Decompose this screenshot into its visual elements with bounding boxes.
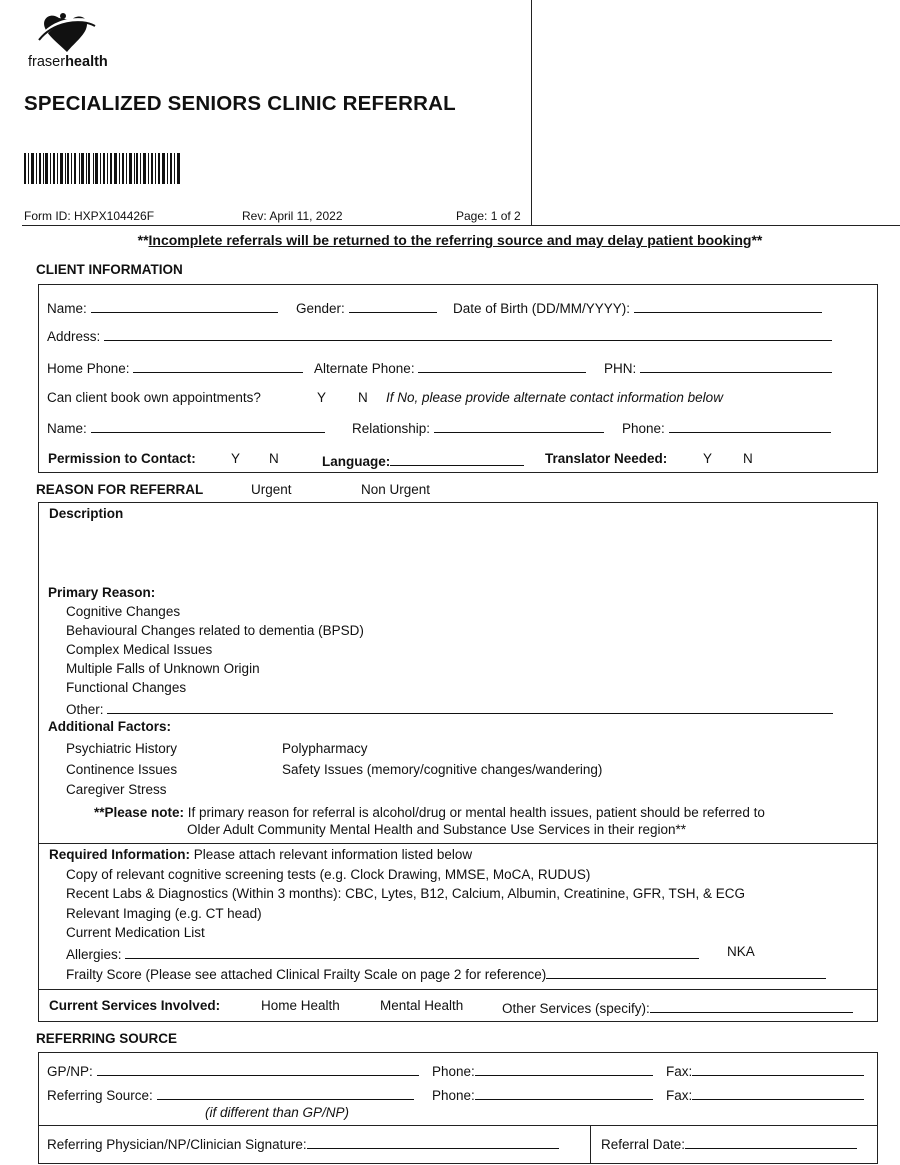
signature-field[interactable]: [307, 1134, 559, 1149]
primary-cognitive[interactable]: Cognitive Changes: [66, 604, 181, 619]
permission-no[interactable]: N: [269, 451, 279, 466]
gpnp-label: GP/NP:: [47, 1064, 93, 1079]
relationship-label: Relationship:: [352, 421, 431, 436]
gender-label: Gender:: [296, 301, 345, 316]
header-bottom-line: [22, 225, 900, 226]
revision-date: Rev: April 11, 2022: [242, 209, 343, 223]
gpnp-field[interactable]: [97, 1061, 419, 1076]
frailty-field[interactable]: [546, 964, 826, 979]
header-vertical-divider: [531, 0, 532, 226]
description-area[interactable]: [46, 524, 866, 580]
referral-date-label: Referral Date:: [601, 1137, 686, 1152]
non-urgent-option[interactable]: Non Urgent: [361, 482, 431, 497]
gpnp-phone-field[interactable]: [475, 1061, 653, 1076]
referring-divider: [38, 1125, 878, 1126]
book-own-question: Can client book own appointments?: [47, 390, 261, 405]
primary-complex-medical[interactable]: Complex Medical Issues: [66, 642, 213, 657]
logo-text-bold: health: [65, 54, 108, 70]
service-other-label: Other Services (specify):: [502, 1001, 650, 1016]
primary-other-label: Other:: [66, 702, 104, 717]
barcode: [24, 153, 180, 184]
required-labs[interactable]: Recent Labs & Diagnostics (Within 3 months): CBC, Lytes, B12, Calcium, Albumin, Creatinine, GFR, TSH, & ECG: [66, 886, 746, 901]
alt-contact-name-label: Name:: [47, 421, 87, 436]
allergies-label: Allergies:: [66, 947, 122, 962]
logo-text-light: fraser: [28, 54, 66, 70]
heart-logo-icon: [37, 12, 97, 54]
required-cognitive-tests[interactable]: Copy of relevant cognitive screening tests (e.g. Clock Drawing, MMSE, MoCA, RUDUS): [66, 867, 591, 882]
required-medication-list[interactable]: Current Medication List: [66, 925, 205, 940]
service-mental-health[interactable]: Mental Health: [380, 998, 464, 1013]
translator-no[interactable]: N: [743, 451, 753, 466]
gender-field[interactable]: [349, 298, 437, 313]
source-phone-field[interactable]: [475, 1085, 653, 1100]
dob-field[interactable]: [634, 298, 822, 313]
reason-heading: REASON FOR REFERRAL: [36, 482, 204, 497]
urgent-option[interactable]: Urgent: [251, 482, 292, 497]
alternate-phone-label: Alternate Phone:: [314, 361, 415, 376]
allergies-field[interactable]: [125, 944, 699, 959]
permission-yes[interactable]: Y: [231, 451, 241, 466]
referring-source-label: Referring Source:: [47, 1088, 153, 1103]
book-own-note: If No, please provide alternate contact information below: [386, 390, 723, 405]
translator-yes[interactable]: Y: [703, 451, 713, 466]
translator-label: Translator Needed:: [545, 451, 668, 466]
form-id: Form ID: HXPX104426F: [24, 209, 155, 223]
alt-contact-phone-field[interactable]: [669, 418, 831, 433]
phn-field[interactable]: [640, 358, 832, 373]
alternate-phone-field[interactable]: [418, 358, 586, 373]
address-label: Address:: [47, 329, 101, 344]
required-info-heading: Required Information: Please attach relevant information listed below: [49, 847, 473, 862]
required-imaging[interactable]: Relevant Imaging (e.g. CT head): [66, 906, 262, 921]
book-own-yes[interactable]: Y: [317, 390, 327, 405]
client-information-heading: CLIENT INFORMATION: [36, 262, 183, 277]
gpnp-fax-label: Fax:: [666, 1064, 693, 1079]
incomplete-warning: **Incomplete referrals will be returned to the referring source and may delay patient booking**: [137, 232, 763, 248]
reason-divider-2: [38, 989, 878, 990]
if-different-note: (if different than GP/NP): [205, 1105, 350, 1120]
permission-label: Permission to Contact:: [48, 451, 196, 466]
language-field[interactable]: [390, 451, 524, 466]
source-fax-field[interactable]: [692, 1085, 864, 1100]
language-label: Language:: [322, 454, 391, 469]
client-name-label: Name:: [47, 301, 87, 316]
service-home-health[interactable]: Home Health: [261, 998, 340, 1013]
client-name-field[interactable]: [91, 298, 278, 313]
home-phone-label: Home Phone:: [47, 361, 130, 376]
primary-reason-label: Primary Reason:: [48, 585, 156, 600]
factor-psychiatric[interactable]: Psychiatric History: [66, 741, 178, 756]
primary-multiple-falls[interactable]: Multiple Falls of Unknown Origin: [66, 661, 260, 676]
service-other-field[interactable]: [650, 998, 853, 1013]
dob-label: Date of Birth (DD/MM/YYYY):: [453, 301, 631, 316]
gpnp-phone-label: Phone:: [432, 1064, 475, 1079]
reason-divider-1: [38, 843, 878, 844]
primary-behavioural[interactable]: Behavioural Changes related to dementia (BPSD): [66, 623, 364, 638]
relationship-field[interactable]: [434, 418, 604, 433]
current-services-label: Current Services Involved:: [49, 998, 221, 1013]
gpnp-fax-field[interactable]: [692, 1061, 864, 1076]
form-title: SPECIALIZED SENIORS CLINIC REFERRAL: [24, 92, 456, 115]
page-number: Page: 1 of 2: [456, 209, 521, 223]
source-phone-label: Phone:: [432, 1088, 475, 1103]
factor-safety[interactable]: Safety Issues (memory/cognitive changes/wandering): [282, 762, 603, 777]
fraserhealth-logo: [28, 12, 108, 72]
description-label: Description: [49, 506, 124, 521]
phn-label: PHN:: [604, 361, 637, 376]
alt-contact-name-field[interactable]: [91, 418, 325, 433]
referring-vertical-divider: [590, 1125, 591, 1164]
primary-other-field[interactable]: [107, 699, 833, 714]
factor-polypharmacy[interactable]: Polypharmacy: [282, 741, 368, 756]
signature-label: Referring Physician/NP/Clinician Signature:: [47, 1137, 307, 1152]
address-field[interactable]: [104, 326, 832, 341]
referring-source-field[interactable]: [157, 1085, 414, 1100]
factor-continence[interactable]: Continence Issues: [66, 762, 178, 777]
frailty-label: Frailty Score (Please see attached Clinical Frailty Scale on page 2 for reference): [66, 967, 547, 982]
home-phone-field[interactable]: [133, 358, 303, 373]
referral-date-field[interactable]: [685, 1134, 857, 1149]
factor-caregiver[interactable]: Caregiver Stress: [66, 782, 167, 797]
nka-option[interactable]: NKA: [727, 944, 755, 959]
please-note-line2: Older Adult Community Mental Health and Substance Use Services in their region**: [187, 822, 686, 837]
primary-functional[interactable]: Functional Changes: [66, 680, 187, 695]
book-own-no[interactable]: N: [358, 390, 368, 405]
additional-factors-label: Additional Factors:: [48, 719, 172, 734]
referring-source-heading: REFERRING SOURCE: [36, 1031, 178, 1046]
please-note-line1: **Please note: If primary reason for referral is alcohol/drug or mental health issues, patient should be referred to: [94, 805, 765, 820]
alt-contact-phone-label: Phone:: [622, 421, 665, 436]
source-fax-label: Fax:: [666, 1088, 693, 1103]
